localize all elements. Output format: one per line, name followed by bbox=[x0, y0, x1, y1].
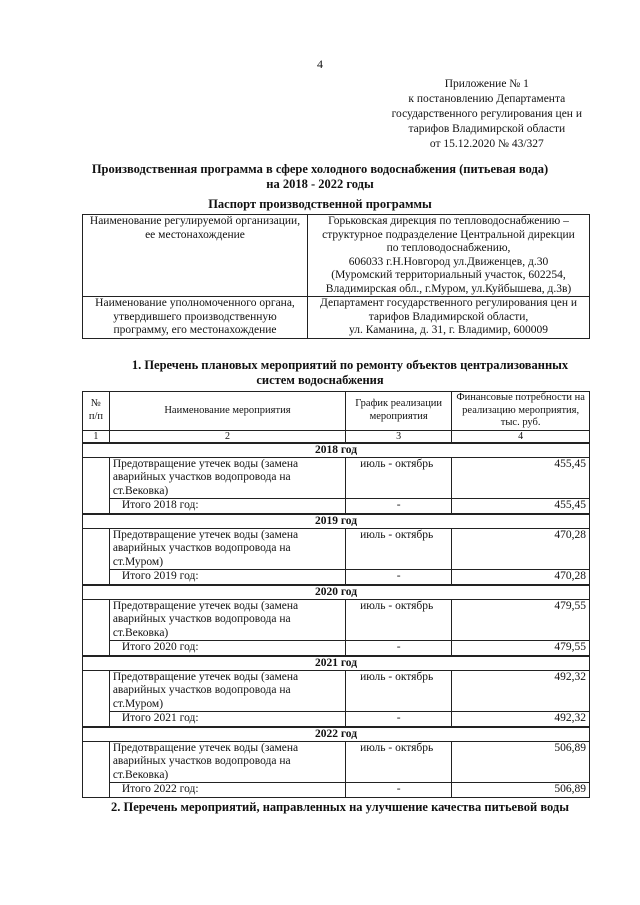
section-heading-line: 1. Перечень плановых мероприятий по ремонту объектов централизованных bbox=[131, 358, 569, 372]
measure-value: 506,89 bbox=[452, 741, 590, 783]
measure-name: Предотвращение утечек воды (замена аварийных участков водопровода на ст.Вековка) bbox=[109, 741, 345, 783]
table-row bbox=[83, 457, 590, 499]
year-label: 2020 год bbox=[83, 585, 590, 600]
year-row bbox=[83, 727, 590, 742]
table-row bbox=[83, 599, 590, 641]
passport-value-line: (Муромский территориальный участок, 602254, bbox=[331, 269, 566, 281]
year-label: 2018 год bbox=[83, 443, 590, 458]
total-value: 455,45 bbox=[452, 499, 590, 514]
header-schedule: График реализации мероприятия bbox=[346, 392, 452, 431]
measure-schedule: июль - октябрь bbox=[346, 741, 452, 783]
column-numbers-row bbox=[83, 430, 590, 443]
passport-label: Наименование регулируемой организации, ее местонахождение bbox=[83, 215, 308, 297]
passport-value bbox=[308, 297, 590, 339]
appendix-line: к постановлению Департамента bbox=[408, 93, 566, 105]
measure-name: Предотвращение утечек воды (замена аварийных участков водопровода на ст.Муром) bbox=[109, 528, 345, 570]
table-row bbox=[83, 670, 590, 712]
year-label: 2021 год bbox=[83, 656, 590, 671]
passport-label: Наименование уполномоченного органа, утвердившего производственную программу, его местонахождение bbox=[83, 297, 308, 339]
row-num-cell bbox=[83, 599, 110, 656]
year-row bbox=[83, 443, 590, 458]
column-number: 2 bbox=[109, 430, 345, 443]
total-dash: - bbox=[346, 783, 452, 798]
appendix-line: Приложение № 1 bbox=[444, 78, 529, 90]
total-row bbox=[83, 783, 590, 798]
section-1-heading bbox=[0, 358, 640, 388]
passport-value-line: по тепловодоснабжению, bbox=[386, 242, 511, 254]
appendix-block bbox=[392, 77, 582, 152]
appendix-line: от 15.12.2020 № 43/327 bbox=[429, 138, 544, 150]
passport-table bbox=[82, 214, 590, 339]
year-label: 2022 год bbox=[83, 727, 590, 742]
total-dash: - bbox=[346, 641, 452, 656]
year-row bbox=[83, 656, 590, 671]
table-row bbox=[83, 528, 590, 570]
measure-schedule: июль - октябрь bbox=[346, 457, 452, 499]
total-value: 506,89 bbox=[452, 783, 590, 798]
title-line: Производственная программа в сфере холодного водоснабжения (питьевая вода) bbox=[91, 162, 549, 176]
passport-value-line: структурное подразделение Центральной дирекции bbox=[322, 228, 575, 241]
table-row bbox=[83, 741, 590, 783]
document-title bbox=[0, 162, 640, 192]
measure-name: Предотвращение утечек воды (замена аварийных участков водопровода на ст.Вековка) bbox=[109, 457, 345, 499]
header-name: Наименование мероприятия bbox=[109, 392, 345, 431]
header-finance: Финансовые потребности на реализацию мероприятия, тыс. руб. bbox=[452, 392, 590, 431]
row-num-cell bbox=[83, 741, 110, 797]
passport-row bbox=[83, 297, 590, 339]
passport-heading: Паспорт производственной программы bbox=[208, 197, 432, 211]
measure-value: 455,45 bbox=[452, 457, 590, 499]
measure-name: Предотвращение утечек воды (замена аварийных участков водопровода на ст.Муром) bbox=[109, 670, 345, 712]
measure-value: 479,55 bbox=[452, 599, 590, 641]
total-value: 479,55 bbox=[452, 641, 590, 656]
header-num: № п/п bbox=[83, 392, 110, 431]
total-row bbox=[83, 712, 590, 727]
passport-value-line: Горьковская дирекция по тепловодоснабжению – bbox=[328, 215, 569, 227]
passport-row bbox=[83, 215, 590, 297]
title-line: на 2018 - 2022 годы bbox=[266, 177, 374, 191]
section-2-heading: 2. Перечень мероприятий, направленных на улучшение качества питьевой воды bbox=[111, 800, 569, 814]
measure-schedule: июль - октябрь bbox=[346, 670, 452, 712]
passport-value-line: Владимирская обл., г.Муром, ул.Куйбышева, д.3в) bbox=[325, 282, 572, 295]
total-label: Итого 2019 год: bbox=[109, 570, 345, 585]
column-number: 1 bbox=[83, 430, 110, 443]
passport-value-line: тарифов Владимирской области, bbox=[368, 310, 529, 323]
total-dash: - bbox=[346, 712, 452, 727]
passport-value bbox=[308, 215, 590, 297]
year-row bbox=[83, 585, 590, 600]
passport-value-line: Департамент государственного регулирования цен и bbox=[319, 297, 578, 309]
total-row bbox=[83, 570, 590, 585]
total-value: 492,32 bbox=[452, 712, 590, 727]
table-header-row bbox=[83, 392, 590, 431]
repair-works-table bbox=[82, 391, 590, 798]
passport-value-line: 606033 г.Н.Новгород ул.Движенцев, д.30 bbox=[348, 255, 549, 268]
measure-schedule: июль - октябрь bbox=[346, 528, 452, 570]
total-dash: - bbox=[346, 499, 452, 514]
column-number: 3 bbox=[346, 430, 452, 443]
measure-schedule: июль - октябрь bbox=[346, 599, 452, 641]
measure-name: Предотвращение утечек воды (замена аварийных участков водопровода на ст.Вековка) bbox=[109, 599, 345, 641]
section-heading-line: систем водоснабжения bbox=[256, 373, 384, 387]
total-row bbox=[83, 499, 590, 514]
total-dash: - bbox=[346, 570, 452, 585]
row-num-cell bbox=[83, 528, 110, 585]
measure-value: 470,28 bbox=[452, 528, 590, 570]
appendix-line: государственного регулирования цен и bbox=[391, 108, 582, 120]
total-label: Итого 2018 год: bbox=[109, 499, 345, 514]
total-label: Итого 2021 год: bbox=[109, 712, 345, 727]
row-num-cell bbox=[83, 457, 110, 514]
page-number: 4 bbox=[317, 57, 323, 71]
measure-value: 492,32 bbox=[452, 670, 590, 712]
total-label: Итого 2022 год: bbox=[109, 783, 345, 798]
row-num-cell bbox=[83, 670, 110, 727]
total-value: 470,28 bbox=[452, 570, 590, 585]
year-row bbox=[83, 514, 590, 529]
appendix-line: тарифов Владимирской области bbox=[408, 123, 566, 135]
year-label: 2019 год bbox=[83, 514, 590, 529]
total-label: Итого 2020 год: bbox=[109, 641, 345, 656]
passport-value-line: ул. Каманина, д. 31, г. Владимир, 600009 bbox=[349, 324, 548, 336]
total-row bbox=[83, 641, 590, 656]
column-number: 4 bbox=[452, 430, 590, 443]
